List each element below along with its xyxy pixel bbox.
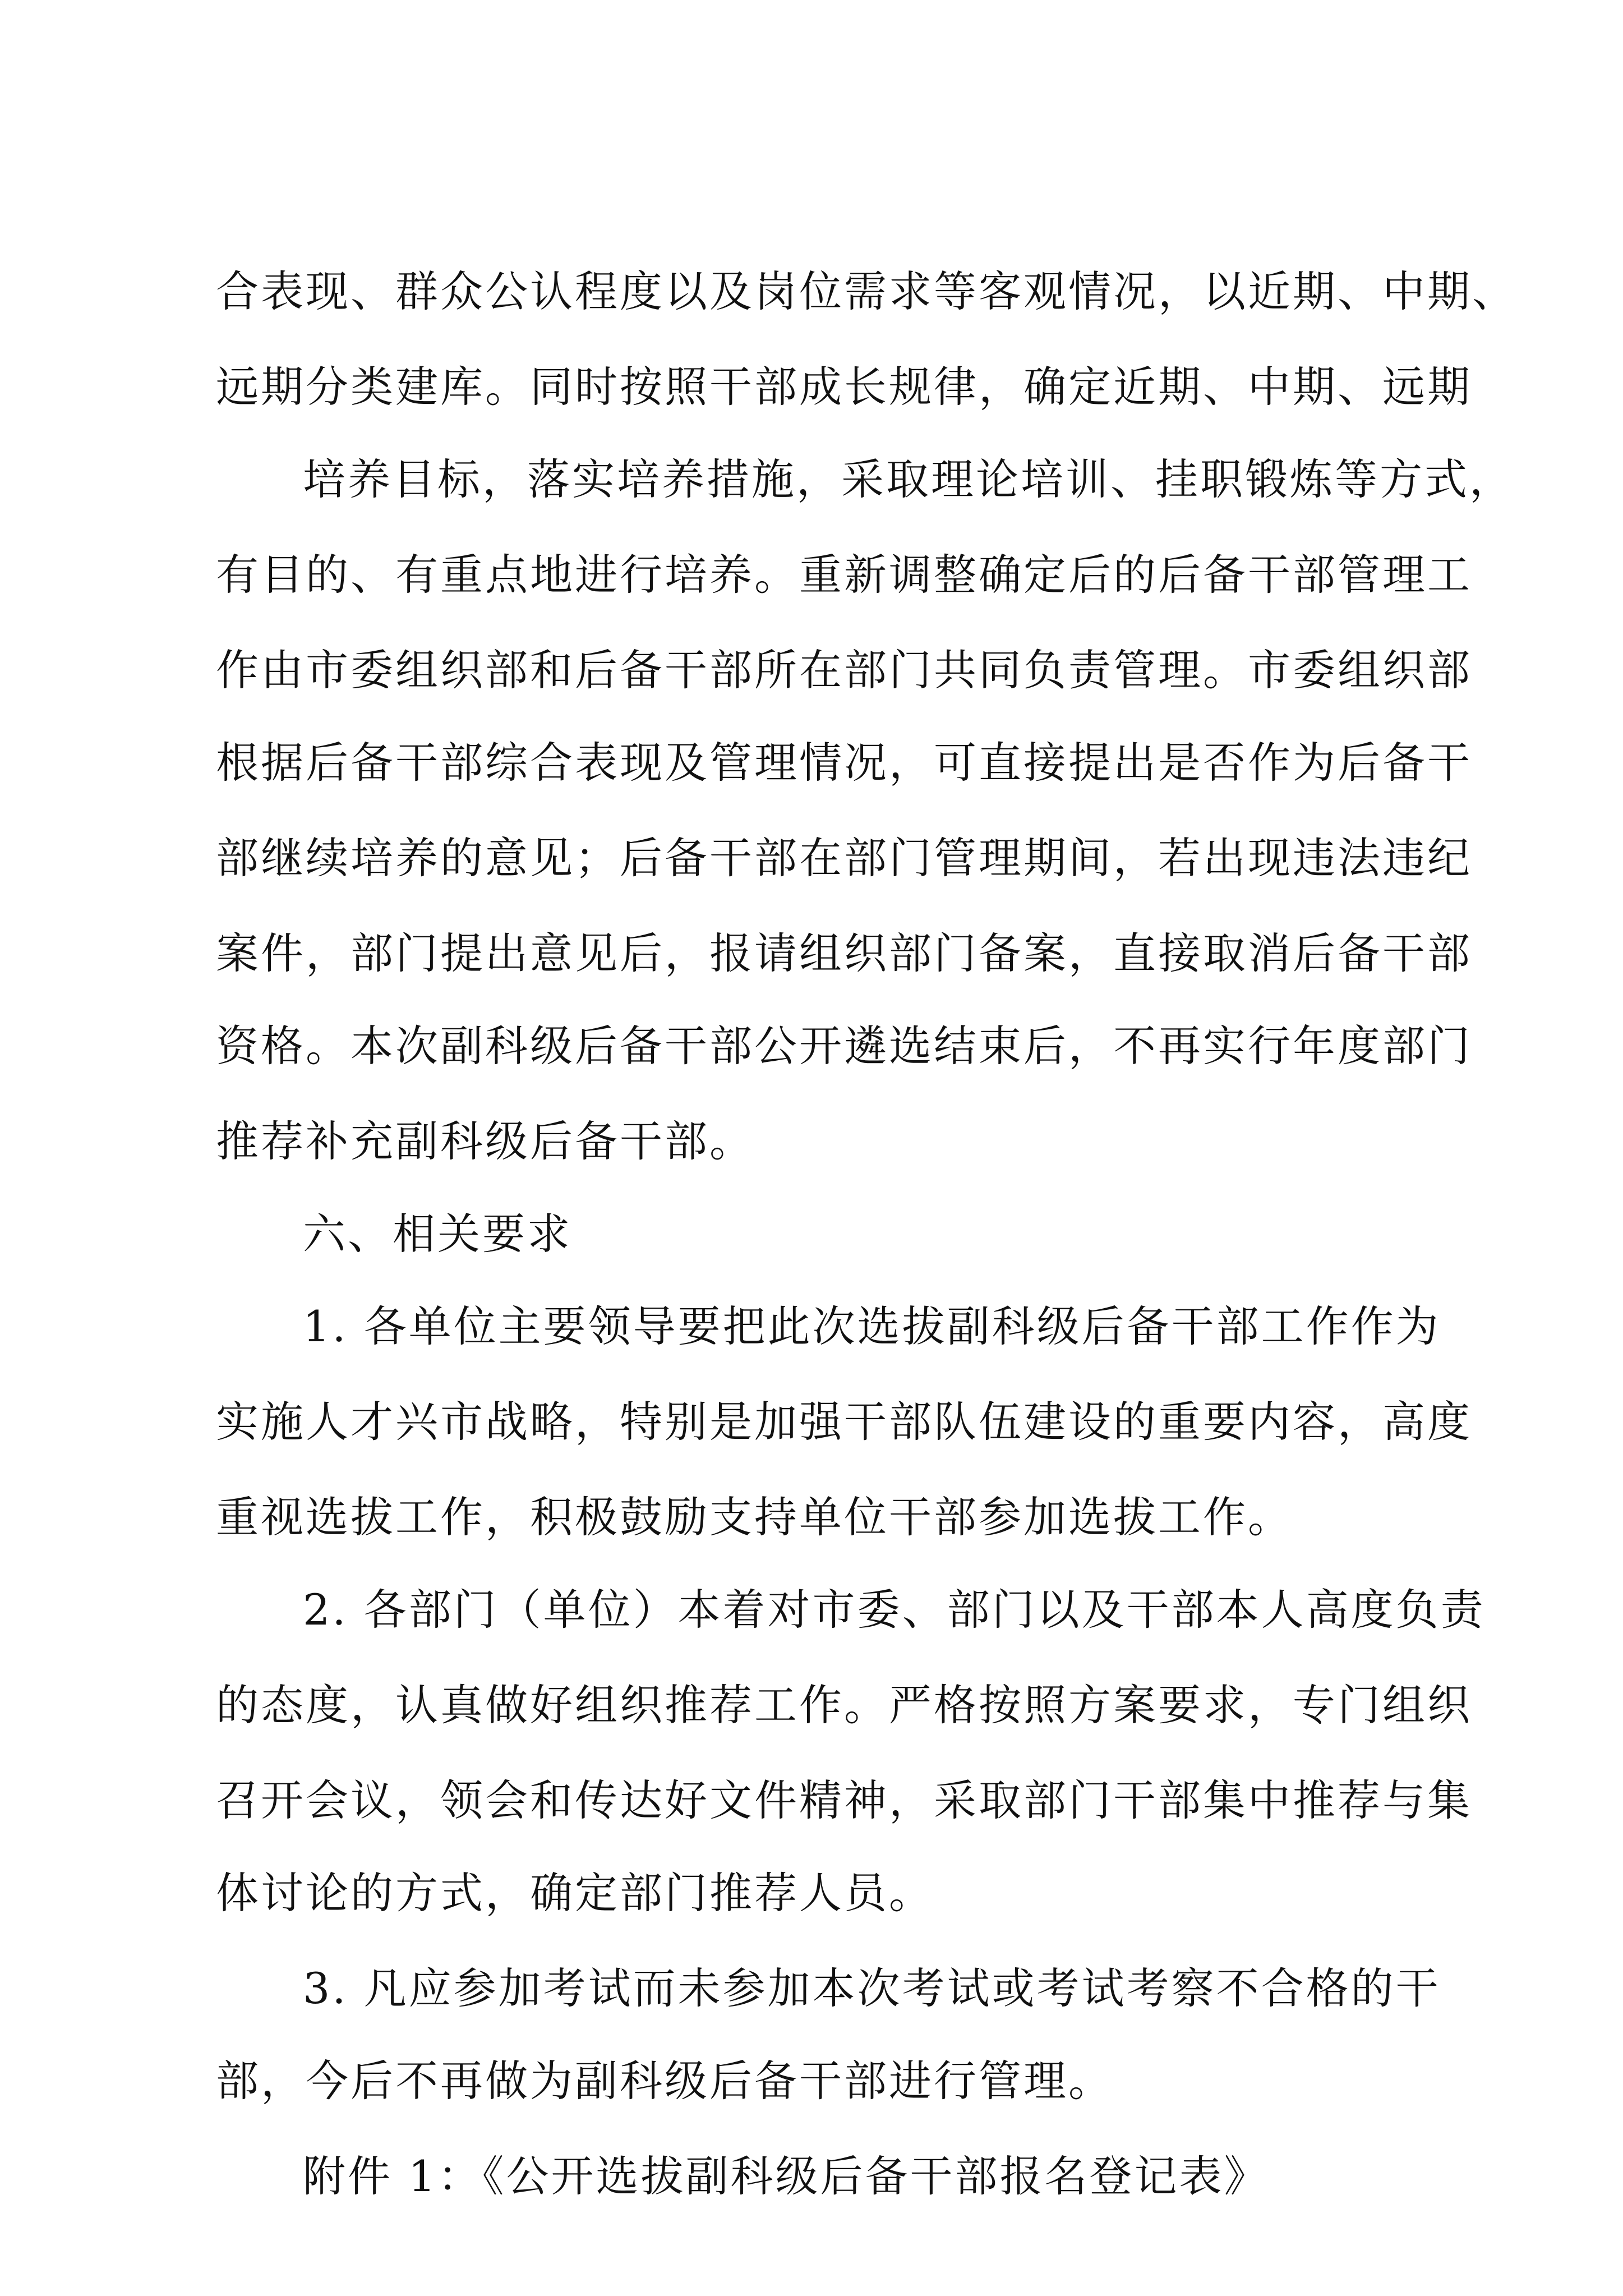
body-line-1: 合表现、群众公认程度以及岗位需求等客观情况，以近期、中期、 bbox=[216, 266, 1517, 316]
body-line-17: 召开会议，领会和传达好文件精神，采取部门干部集中推荐与集 bbox=[216, 1775, 1472, 1825]
body-line-4: 有目的、有重点地进行培养。重新调整确定后的后备干部管理工 bbox=[216, 550, 1472, 600]
body-line-13: 实施人才兴市战略，特别是加强干部队伍建设的重要内容，高度 bbox=[216, 1397, 1472, 1447]
body-line-12: 1. 各单位主要领导要把此次选拔副科级后备干部工作作为 bbox=[303, 1301, 1441, 1351]
body-line-15: 2. 各部门（单位）本着对市委、部门以及干部本人高度负责 bbox=[303, 1585, 1486, 1635]
body-line-5: 作由市委组织部和后备干部所在部门共同负责管理。市委组织部 bbox=[216, 645, 1472, 695]
body-line-6: 根据后备干部综合表现及管理情况，可直接提出是否作为后备干 bbox=[216, 738, 1472, 788]
body-line-3: 培养目标，落实培养措施，采取理论培训、挂职锻炼等方式， bbox=[303, 454, 1514, 504]
body-line-14: 重视选拔工作，积极鼓励支持单位干部参加选拔工作。 bbox=[216, 1492, 1293, 1542]
body-line-2: 远期分类建库。同时按照干部成长规律，确定近期、中期、远期 bbox=[216, 362, 1472, 412]
attachment-line: 附件 1：《公开选拔副科级后备干部报名登记表》 bbox=[303, 2151, 1269, 2201]
body-line-20: 部，今后不再做为副科级后备干部进行管理。 bbox=[216, 2056, 1113, 2106]
body-line-10: 推荐补充副科级后备干部。 bbox=[216, 1116, 754, 1166]
body-line-19: 3. 凡应参加考试而未参加本次考试或考试考察不合格的干 bbox=[303, 1963, 1441, 2013]
body-line-9: 资格。本次副科级后备干部公开遴选结束后，不再实行年度部门 bbox=[216, 1021, 1472, 1071]
body-line-8: 案件，部门提出意见后，报请组织部门备案，直接取消后备干部 bbox=[216, 928, 1472, 978]
section-heading: 六、相关要求 bbox=[303, 1209, 572, 1259]
body-line-16: 的态度，认真做好组织推荐工作。严格按照方案要求，专门组织 bbox=[216, 1680, 1472, 1730]
body-line-7: 部继续培养的意见；后备干部在部门管理期间，若出现违法违纪 bbox=[216, 833, 1472, 883]
body-line-18: 体讨论的方式，确定部门推荐人员。 bbox=[216, 1868, 934, 1918]
